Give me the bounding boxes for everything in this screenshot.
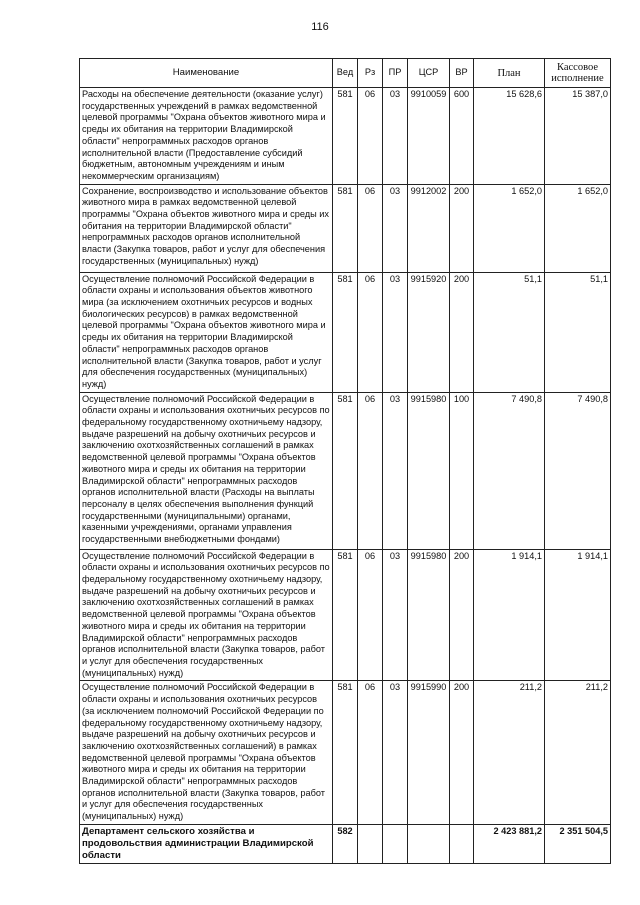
row-plan-cell: 211,2: [474, 681, 545, 824]
row-plan-cell: 7 490,8: [474, 392, 545, 549]
row-rz-cell: 06: [358, 392, 383, 549]
row-rz-cell: [358, 824, 383, 863]
row-vr-cell: 100: [450, 392, 474, 549]
table-row: [80, 549, 611, 681]
table-row: [80, 272, 611, 392]
header-rz: Рз: [358, 59, 383, 88]
row-name-cell: Осуществление полномочий Российской Федерации в области охраны и использования объектов животного мира (за исключением охотничьих ресурсов и водных биологических ресурсов) в рамках ведомственной целевой программы "Охрана объектов животного мира и среды их обитания на территории Владимирской области" непрограммных расходов органов исполнительной власти (Закупка товаров, работ и услуг для обеспечения государственных (муниципальных) нужд): [80, 272, 333, 392]
row-csr-cell: [408, 824, 450, 863]
row-csr-cell: 9915920: [408, 272, 450, 392]
row-name-cell: Департамент сельского хозяйства и продовольствия администрации Владимирской области: [80, 824, 333, 863]
row-kas-cell: 1 652,0: [545, 184, 611, 272]
row-ved-cell: 581: [333, 184, 358, 272]
row-vr-cell: 200: [450, 272, 474, 392]
row-pr-cell: 03: [383, 392, 408, 549]
table-row: [80, 681, 611, 824]
row-kas-cell: 1 914,1: [545, 549, 611, 681]
table-row: [80, 824, 611, 863]
row-vr-cell: 200: [450, 184, 474, 272]
header-ved: Вед: [333, 59, 358, 88]
row-rz-cell: 06: [358, 184, 383, 272]
row-pr-cell: 03: [383, 681, 408, 824]
header-name: Наименование: [80, 59, 333, 88]
row-pr-cell: 03: [383, 549, 408, 681]
header-pr: ПР: [383, 59, 408, 88]
row-vr-cell: 200: [450, 681, 474, 824]
row-ved-cell: 581: [333, 681, 358, 824]
row-pr-cell: 03: [383, 88, 408, 185]
row-plan-cell: 1 914,1: [474, 549, 545, 681]
table-row: [80, 392, 611, 549]
row-kas-cell: 2 351 504,5: [545, 824, 611, 863]
row-name-cell: Осуществление полномочий Российской Федерации в области охраны и использования охотничьих ресурсов по федеральному государственному охотничьему надзору, выдаче разрешений на добычу охотничьих ресурсов и заключению охотхозяйственных соглашений в рамках ведомственной целевой программы "Охрана объектов животного мира и среды их обитания на территории Владимирской области" непрограммных расходов органов исполнительной власти (Закупка товаров, работ и услуг для обеспечения государственных (муниципальных) нужд): [80, 549, 333, 681]
row-ved-cell: 582: [333, 824, 358, 863]
row-pr-cell: 03: [383, 184, 408, 272]
row-plan-cell: 51,1: [474, 272, 545, 392]
row-rz-cell: 06: [358, 88, 383, 185]
row-kas-cell: 7 490,8: [545, 392, 611, 549]
header-kas: Кассовое исполнение: [545, 59, 611, 88]
row-rz-cell: 06: [358, 272, 383, 392]
row-ved-cell: 581: [333, 549, 358, 681]
row-name-cell: Сохранение, воспроизводство и использование объектов животного мира в рамках ведомственной целевой программы "Охрана объектов животного мира и среды их обитания на территории Владимирской области" непрограммных расходов органов исполнительной власти (Закупка товаров, работ и услуг для обеспечения государственных (муниципальных) нужд): [80, 184, 333, 272]
page-number: 116: [311, 21, 329, 33]
row-kas-cell: 211,2: [545, 681, 611, 824]
row-vr-cell: 600: [450, 88, 474, 185]
header-vr: ВР: [450, 59, 474, 88]
table-header-row: [80, 59, 611, 88]
row-csr-cell: 9915980: [408, 392, 450, 549]
row-vr-cell: [450, 824, 474, 863]
row-ved-cell: 581: [333, 88, 358, 185]
row-pr-cell: [383, 824, 408, 863]
row-csr-cell: 9910059: [408, 88, 450, 185]
row-name-cell: Осуществление полномочий Российской Федерации в области охраны и использования охотничьих ресурсов (за исключением полномочий Российской Федерации по федеральному государственному охотничьему надзору, выдаче разрешений на добычу охотничьих ресурсов и заключению охотхозяйственных соглашений) в рамках ведомственной целевой программы "Охрана объектов животного мира и среды их обитания на территории Владимирской области" непрограммных расходов органов исполнительной власти (Закупка товаров, работ и услуг для обеспечения государственных (муниципальных) нужд): [80, 681, 333, 824]
row-rz-cell: 06: [358, 549, 383, 681]
row-kas-cell: 51,1: [545, 272, 611, 392]
row-plan-cell: 2 423 881,2: [474, 824, 545, 863]
row-csr-cell: 9912002: [408, 184, 450, 272]
header-plan: План: [474, 59, 545, 88]
budget-table: [79, 58, 611, 864]
row-name-cell: Осуществление полномочий Российской Федерации в области охраны и использования охотничьих ресурсов по федеральному государственному охотничьему надзору, выдаче разрешений на добычу охотничьих ресурсов и заключению охотхозяйственных соглашений в рамках ведомственной целевой программы "Охрана объектов животного мира и среды их обитания на территории Владимирской области" непрограммных расходов органов исполнительной власти (Расходы на выплаты персоналу в целях обеспечения выполнения функций государственными (муниципальными) органами, казенными учреждениями, органами управления государственными внебюджетными фондами): [80, 392, 333, 549]
row-ved-cell: 581: [333, 272, 358, 392]
row-vr-cell: 200: [450, 549, 474, 681]
row-csr-cell: 9915990: [408, 681, 450, 824]
row-csr-cell: 9915980: [408, 549, 450, 681]
row-ved-cell: 581: [333, 392, 358, 549]
table-row: [80, 88, 611, 185]
table-row: [80, 184, 611, 272]
row-rz-cell: 06: [358, 681, 383, 824]
row-name-cell: Расходы на обеспечение деятельности (оказание услуг) государственных учреждений в рамках ведомственной целевой программы "Охрана объектов животного мира и среды их обитания на территории Владимирской области" непрограммных расходов органов исполнительной власти (Предоставление субсидий бюджетным, автономным учреждениям и иным некоммерческим организациям): [80, 88, 333, 185]
row-pr-cell: 03: [383, 272, 408, 392]
table-body: [80, 88, 611, 864]
row-kas-cell: 15 387,0: [545, 88, 611, 185]
row-plan-cell: 1 652,0: [474, 184, 545, 272]
row-plan-cell: 15 628,6: [474, 88, 545, 185]
header-csr: ЦСР: [408, 59, 450, 88]
